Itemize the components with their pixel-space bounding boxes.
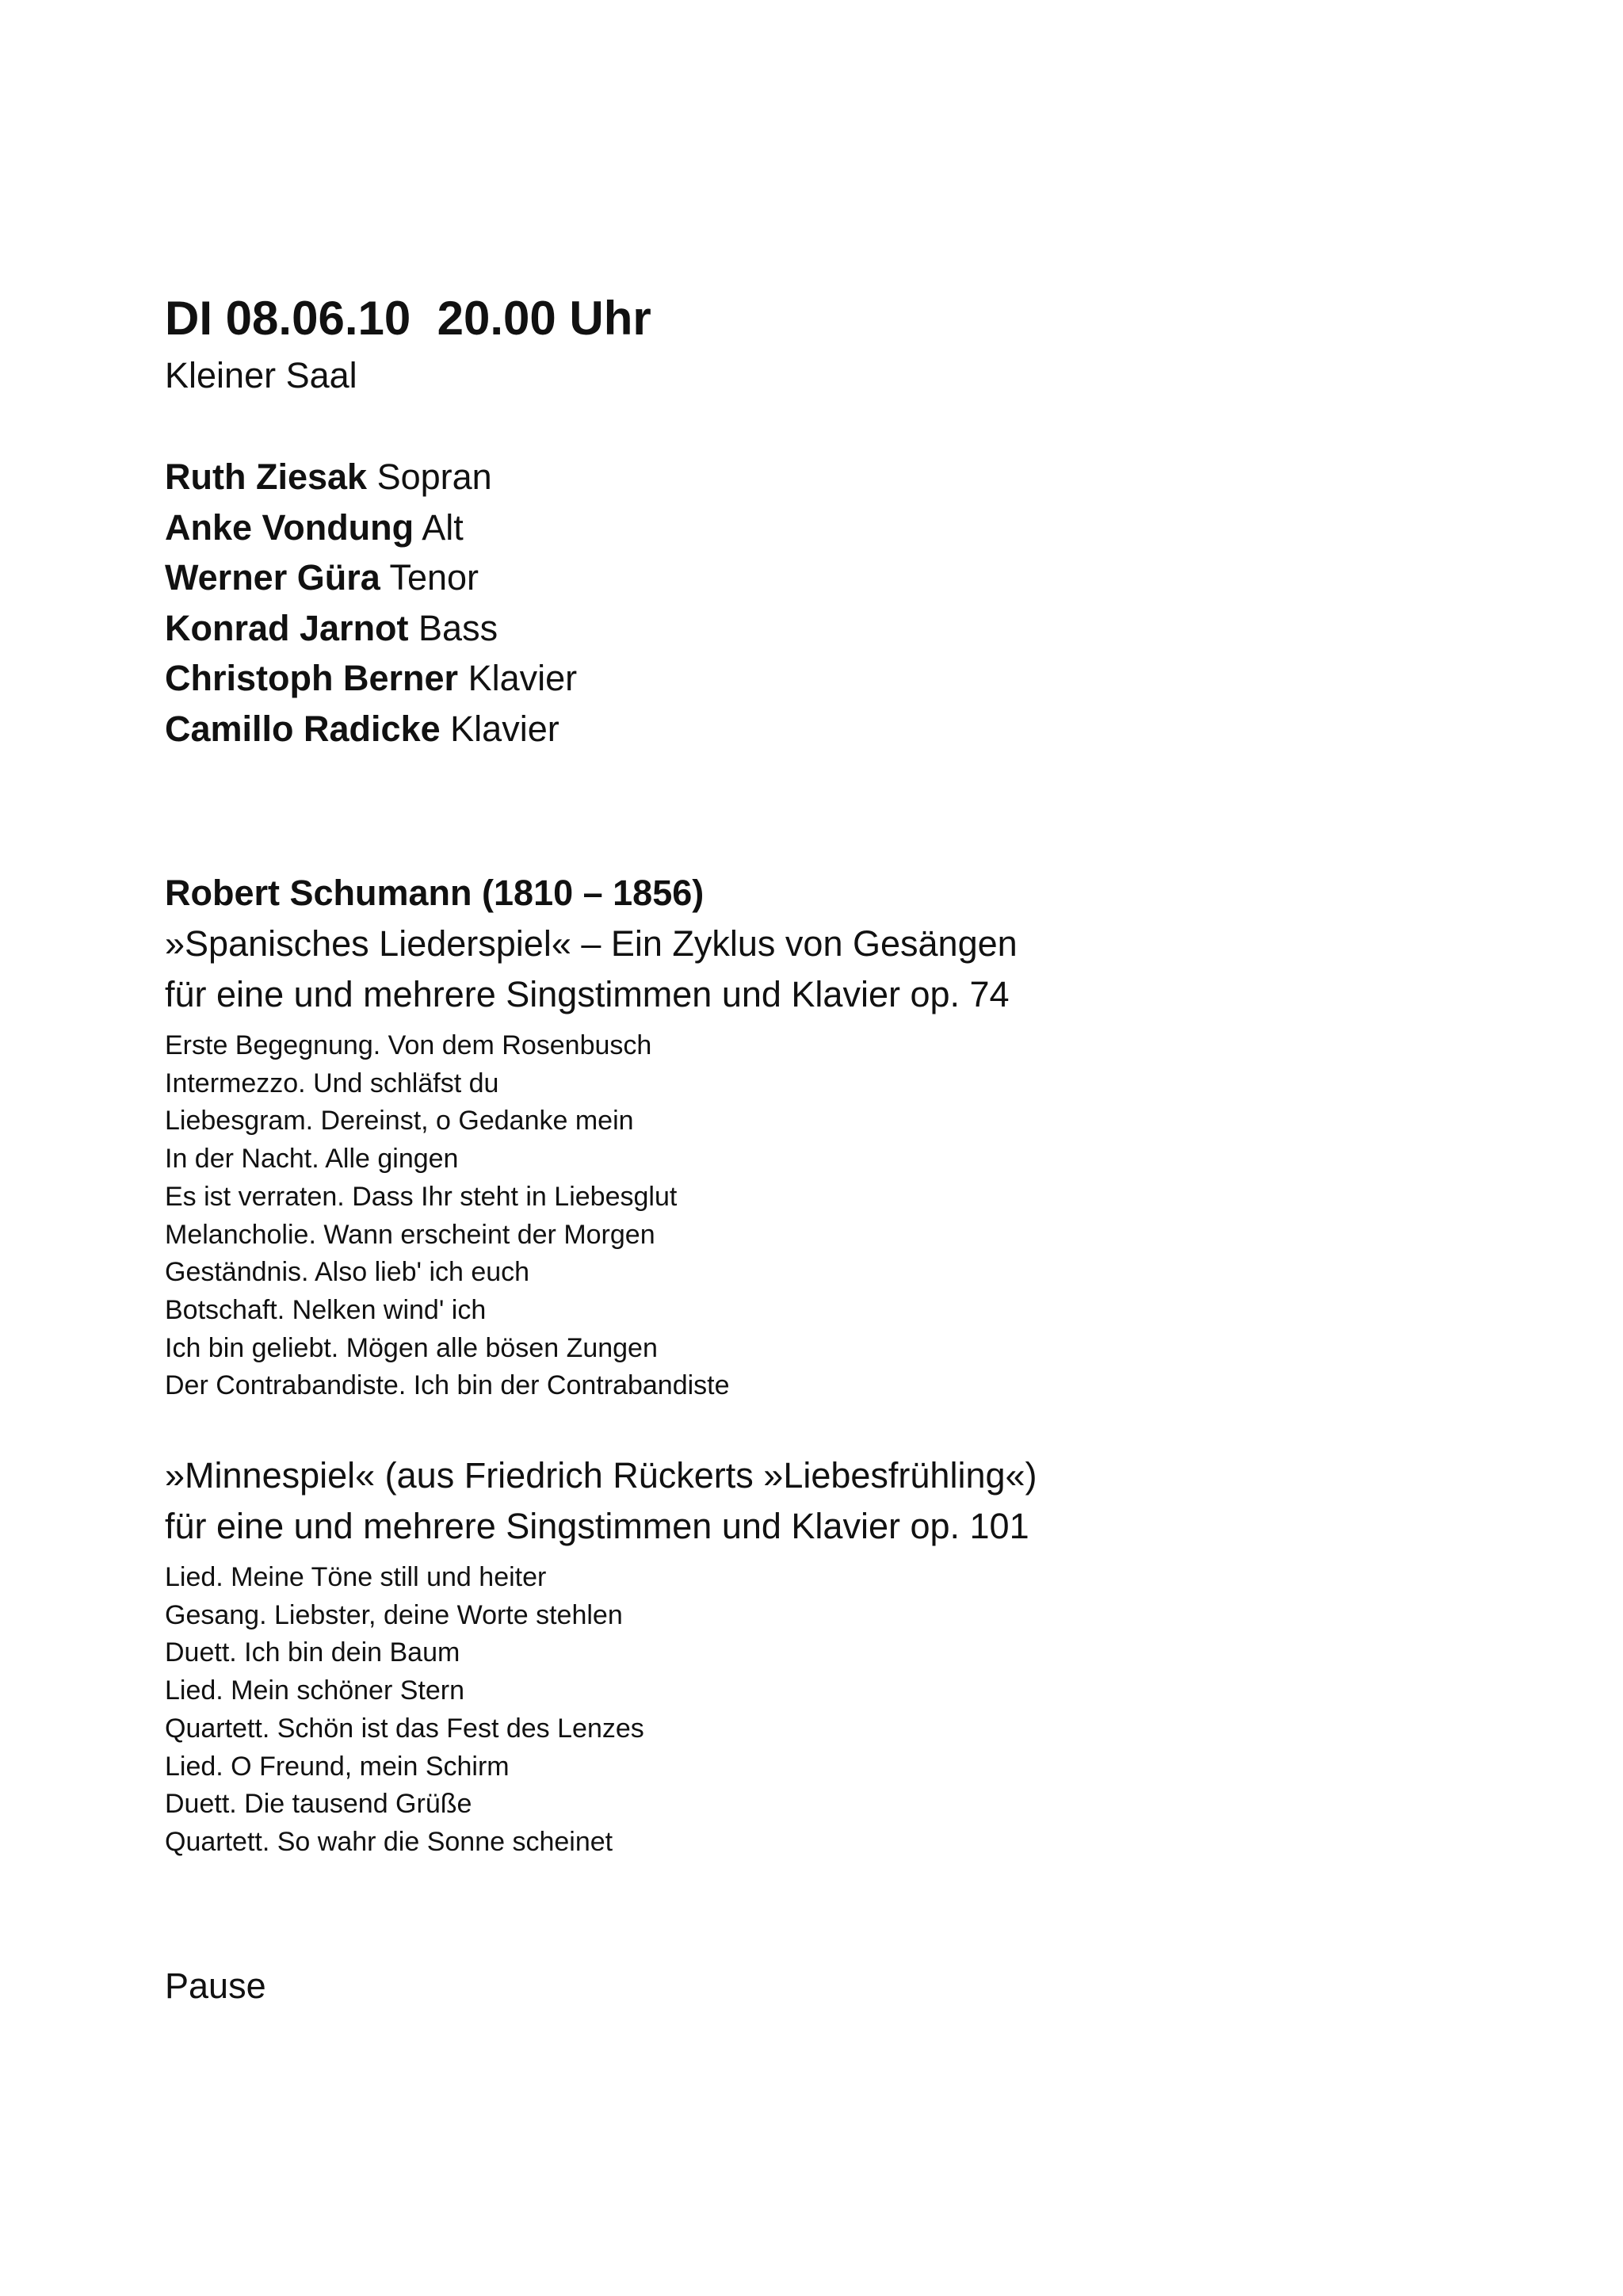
movement-item: Melancholie. Wann erscheint der Morgen bbox=[165, 1219, 655, 1250]
movement-item: Intermezzo. Und schläfst du bbox=[165, 1068, 499, 1098]
performer bbox=[165, 552, 1512, 603]
movement-item: Quartett. Schön ist das Fest des Lenzes bbox=[165, 1713, 644, 1744]
movement-item: Quartett. So wahr die Sonne scheinet bbox=[165, 1826, 613, 1857]
venue: Kleiner Saal bbox=[165, 355, 357, 395]
performer bbox=[165, 502, 1512, 553]
performer-role: Klavier bbox=[468, 658, 578, 698]
performer bbox=[165, 704, 1512, 755]
performer-name: Konrad Jarnot bbox=[165, 607, 409, 648]
performer bbox=[165, 653, 1512, 704]
work-spanisches-liederspiel bbox=[165, 919, 1512, 1405]
performer-name: Anke Vondung bbox=[165, 506, 414, 548]
movement-item: Lied. Mein schöner Stern bbox=[165, 1675, 464, 1706]
work-title-line: für eine und mehrere Singstimmen und Klavier op. 74 bbox=[165, 973, 1010, 1014]
movement-item: Botschaft. Nelken wind' ich bbox=[165, 1294, 487, 1325]
concert-time: 20.00 Uhr bbox=[437, 292, 651, 345]
performer-name: Camillo Radicke bbox=[165, 708, 441, 749]
performer-role: Alt bbox=[422, 506, 464, 548]
performer bbox=[165, 603, 1512, 654]
movement-item: In der Nacht. Alle gingen bbox=[165, 1144, 459, 1175]
performer-name: Ruth Ziesak bbox=[165, 457, 368, 497]
performer-role: Sopran bbox=[376, 457, 492, 497]
work-title-line: für eine und mehrere Singstimmen und Klavier op. 101 bbox=[165, 1505, 1029, 1546]
concert-date: DI 08.06.10 bbox=[165, 292, 411, 345]
movement-item: Der Contrabandiste. Ich bin der Contrabandiste bbox=[165, 1370, 730, 1401]
performer-role: Klavier bbox=[450, 708, 559, 749]
performer-name: Christoph Berner bbox=[165, 658, 459, 698]
movement-item: Geständnis. Also lieb' ich euch bbox=[165, 1257, 530, 1288]
performer-name: Werner Güra bbox=[165, 557, 380, 598]
performer-list bbox=[165, 452, 1512, 754]
movement-list bbox=[165, 1027, 1512, 1405]
composer-heading: Robert Schumann (1810 – 1856) bbox=[165, 873, 705, 913]
movement-item: Duett. Die tausend Grüße bbox=[165, 1789, 472, 1820]
movement-list bbox=[165, 1559, 1512, 1862]
movement-item: Liebesgram. Dereinst, o Gedanke mein bbox=[165, 1106, 634, 1137]
movement-item: Es ist verraten. Dass Ihr steht in Liebesglut bbox=[165, 1181, 678, 1212]
work-minnespiel bbox=[165, 1450, 1512, 1862]
performer bbox=[165, 452, 1512, 502]
performer-role: Bass bbox=[418, 607, 498, 648]
work-title-line: »Spanisches Liederspiel« – Ein Zyklus von Gesängen bbox=[165, 923, 1018, 964]
concert-program-page bbox=[165, 287, 1512, 2011]
movement-item: Gesang. Liebster, deine Worte stehlen bbox=[165, 1599, 623, 1630]
concert-datetime bbox=[165, 287, 1512, 350]
movement-item: Duett. Ich bin dein Baum bbox=[165, 1637, 460, 1668]
performer-role: Tenor bbox=[389, 557, 479, 598]
movement-item: Ich bin geliebt. Mögen alle bösen Zungen bbox=[165, 1332, 658, 1363]
work-title-line: »Minnespiel« (aus Friedrich Rückerts »Liebesfrühling«) bbox=[165, 1455, 1037, 1496]
movement-item: Lied. O Freund, mein Schirm bbox=[165, 1751, 510, 1782]
movement-item: Lied. Meine Töne still und heiter bbox=[165, 1562, 547, 1593]
intermission-label: Pause bbox=[165, 1965, 266, 2006]
movement-item: Erste Begegnung. Von dem Rosenbusch bbox=[165, 1030, 652, 1060]
